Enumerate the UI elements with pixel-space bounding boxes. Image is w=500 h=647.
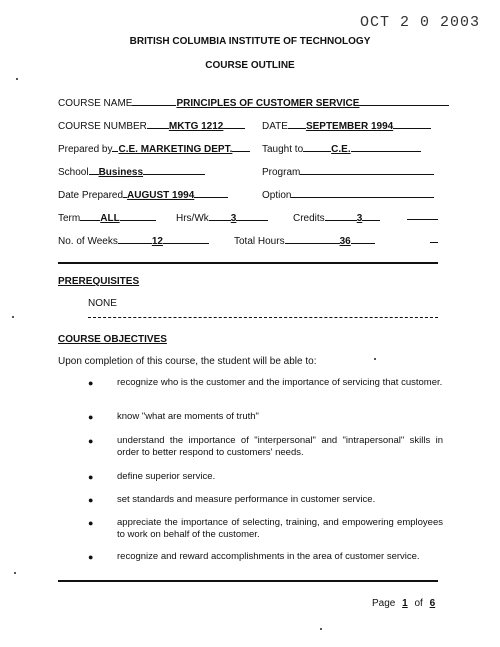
credits-extra-line: [407, 219, 438, 220]
term-value: ALL: [100, 213, 120, 224]
date-value: SEPTEMBER 1994: [305, 121, 394, 132]
taught-to-row: [262, 140, 421, 155]
prepared-by-value: C.E. MARKETING DEPT.: [118, 144, 233, 155]
course-name-label: COURSE NAME: [58, 98, 133, 109]
page-label: Page: [372, 598, 396, 609]
date-received-stamp: OCT 2 0 2003: [360, 14, 481, 31]
objectives-heading: COURSE OBJECTIVES: [58, 334, 167, 345]
objective-text: appreciate the importance of selecting, training, and empowering employees to work on behalf of the customer.: [117, 517, 443, 540]
prerequisites-rule: [88, 317, 438, 318]
school-value: Business: [98, 167, 144, 178]
scan-speck: [12, 316, 14, 318]
bullet-icon: ●: [88, 518, 94, 528]
prepared-by-label: Prepared by: [58, 144, 113, 155]
date-row: [262, 117, 431, 132]
date-label: DATE: [262, 121, 288, 132]
objectives-intro: Upon completion of this course, the student will be able to:: [58, 356, 317, 367]
school-row: [58, 163, 205, 178]
objective-text: set standards and measure performance in customer service.: [117, 494, 376, 505]
weeks-value: 12: [151, 236, 163, 247]
institution-name: BRITISH COLUMBIA INSTITUTE OF TECHNOLOGY: [129, 36, 371, 47]
hrs-wk-value: 3: [230, 213, 237, 224]
objective-text: recognize who is the customer and the importance of servicing that customer.: [117, 377, 443, 388]
scan-speck: [14, 572, 16, 574]
bullet-icon: ●: [88, 472, 94, 482]
course-name-row: [58, 94, 449, 109]
total-hours-row: [234, 232, 375, 247]
credits-label: Credits: [293, 213, 325, 224]
prepared-by-row: [58, 140, 250, 155]
bullet-icon: ●: [88, 552, 94, 562]
prerequisites-value: NONE: [88, 298, 117, 309]
course-number-value: MKTG 1212: [168, 121, 224, 132]
credits-row: [293, 209, 380, 224]
date-prepared-value: AUGUST 1994: [127, 190, 195, 201]
scan-speck: [320, 628, 322, 630]
credits-value: 3: [356, 213, 363, 224]
objective-item: [88, 377, 443, 389]
objective-text: understand the importance of "interpersonal" and "intrapersonal" skills in order to better respond to customers' needs.: [117, 435, 443, 458]
hrs-wk-label: Hrs/Wk: [176, 213, 209, 224]
course-number-label: COURSE NUMBER: [58, 121, 147, 132]
page-total: 6: [429, 598, 436, 609]
page-number: 1: [402, 598, 408, 609]
hrs-wk-row: [176, 209, 268, 224]
option-row: [262, 186, 434, 201]
program-row: [262, 163, 434, 178]
scan-speck: [16, 78, 18, 80]
taught-to-value: C.E.: [331, 144, 351, 155]
document-title: COURSE OUTLINE: [205, 60, 295, 71]
total-hours-extra-line: [430, 242, 438, 243]
footer-divider: [58, 580, 438, 582]
objective-item: [88, 435, 443, 459]
total-hours-value: 36: [339, 236, 351, 247]
course-name-value: PRINCIPLES OF CUSTOMER SERVICE: [176, 98, 360, 109]
weeks-row: [58, 232, 209, 247]
course-number-row: [58, 117, 245, 132]
weeks-label: No. of Weeks: [58, 236, 118, 247]
bullet-icon: ●: [88, 412, 94, 422]
term-label: Term: [58, 213, 81, 224]
bullet-icon: ●: [88, 495, 94, 505]
total-hours-label: Total Hours: [234, 236, 285, 247]
date-prepared-label: Date Prepared: [58, 190, 124, 201]
objective-item: [88, 551, 443, 563]
objective-item: [88, 471, 443, 483]
bullet-icon: ●: [88, 378, 94, 388]
taught-to-label: Taught to: [262, 144, 304, 155]
term-row: [58, 209, 156, 224]
option-label: Option: [262, 190, 292, 201]
objective-item: [88, 517, 443, 541]
objective-item: [88, 494, 443, 506]
objective-text: know "what are moments of truth": [117, 411, 259, 422]
of-label: of: [414, 598, 423, 609]
bullet-icon: ●: [88, 436, 94, 446]
objective-text: recognize and reward accomplishments in the area of customer service.: [117, 551, 420, 562]
objective-text: define superior service.: [117, 471, 216, 482]
prerequisites-heading: PREREQUISITES: [58, 276, 140, 287]
section-divider: [58, 262, 438, 264]
objective-item: [88, 411, 443, 423]
scan-speck: [374, 358, 376, 360]
program-label: Program: [262, 167, 301, 178]
date-prepared-row: [58, 186, 228, 201]
school-label: School: [58, 167, 89, 178]
page-indicator: [372, 598, 439, 609]
